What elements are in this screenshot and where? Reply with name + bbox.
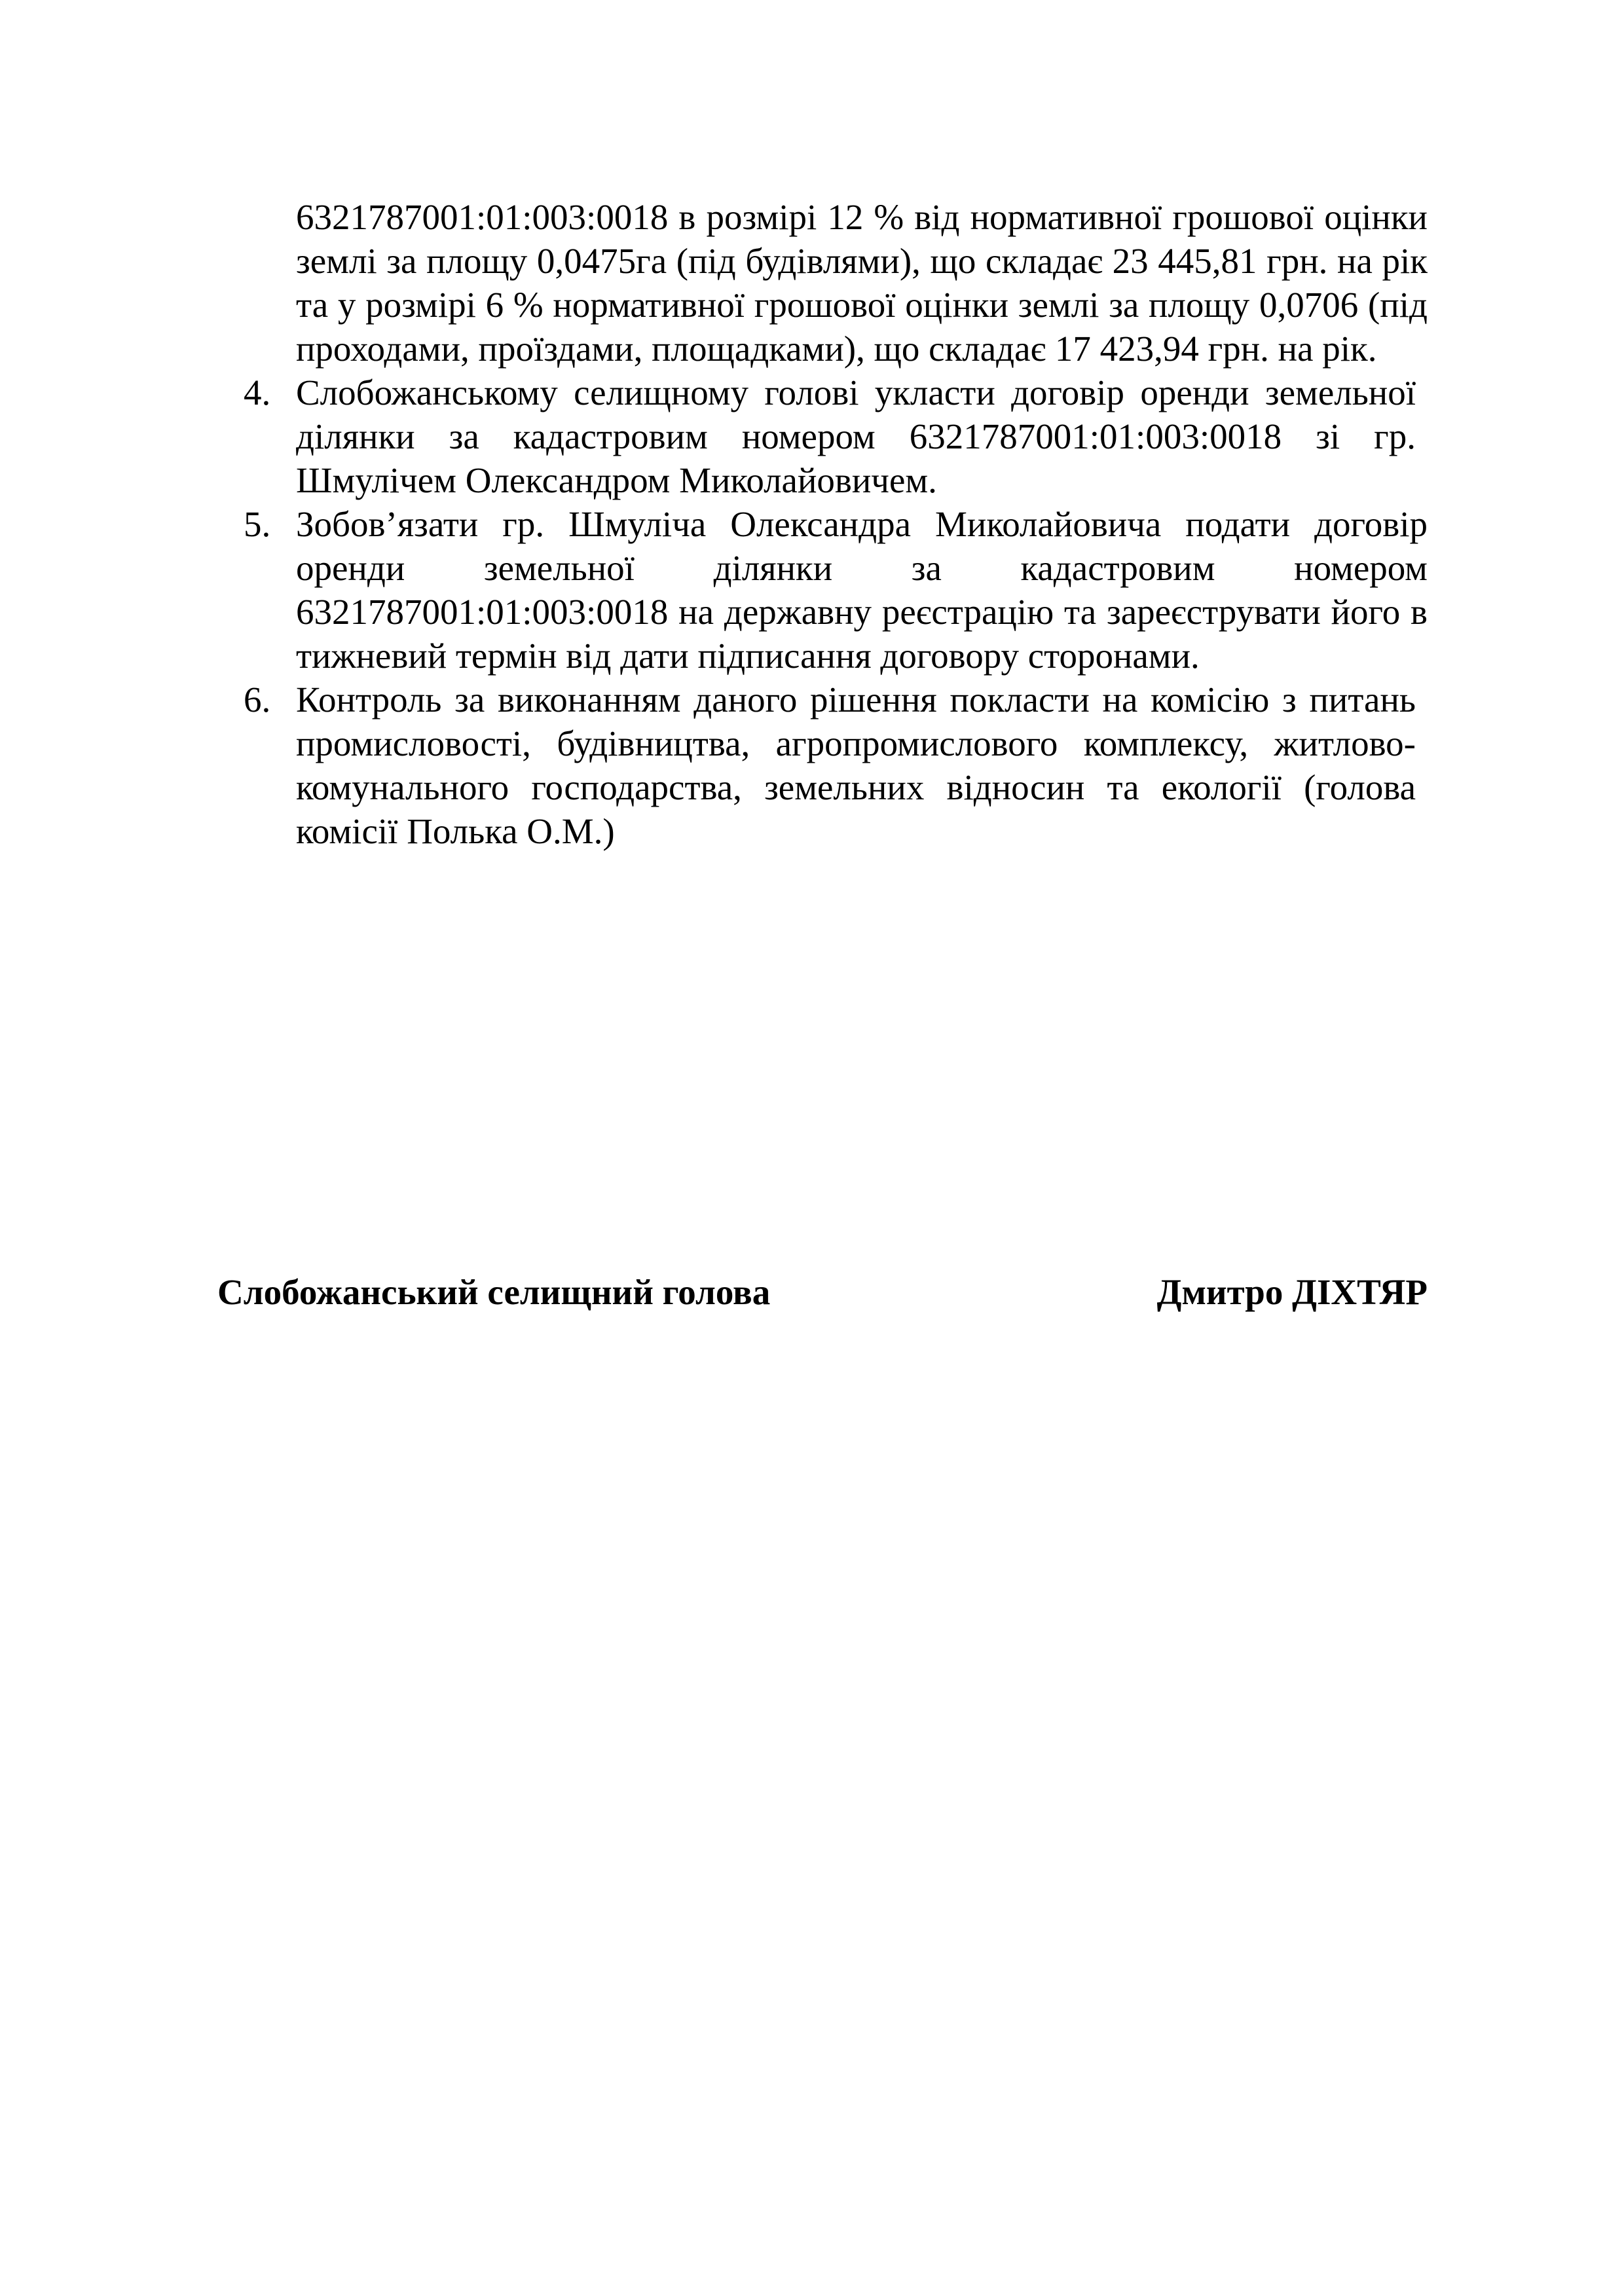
list-item-text: Зобов’язати гр. Шмуліча Олександра Миколайовича подати договір оренди земельної ділянки за кадастровим номером 6321787001:01:003:0018 на державну реєстрацію та зареєструвати його в тижневий термін від дати підписання договору сторонами. bbox=[296, 504, 1428, 676]
list-item-number: 6. bbox=[244, 680, 271, 720]
list-item-text: Контроль за виконанням даного рішення покласти на комісію з питань промисловості, будівництва, агропромислового комплексу, житлово-комунального господарства, земельних відносин та екології (голова комісії Полька О.М.) bbox=[296, 680, 1416, 851]
list-item-4 bbox=[244, 371, 1416, 502]
document-body bbox=[244, 195, 1428, 853]
list-item-text: Слобожанському селищному голові укласти договір оренди земельної ділянки за кадастровим номером 6321787001:01:003:0018 зі гр. Шмулічем Олександром Миколайовичем. bbox=[296, 373, 1416, 500]
list-item-6 bbox=[244, 678, 1416, 853]
signatory-position: Слобожанський селищний голова bbox=[217, 1272, 771, 1312]
list-item-number: 5. bbox=[244, 504, 271, 544]
list-item-5 bbox=[244, 502, 1428, 678]
signatory-name: Дмитро ДІХТЯР bbox=[1156, 1272, 1428, 1312]
paragraph-continuation: 6321787001:01:003:0018 в розмірі 12 % від нормативної грошової оцінки землі за площу 0,0475га (під будівлями), що складає 23 445,81 грн. на рік та у розмірі 6 % нормативної грошової оцінки землі за площу 0,0706 (під проходами, проїздами, площадками), що складає 17 423,94 грн. на рік. bbox=[296, 197, 1428, 369]
list-item-number: 4. bbox=[244, 373, 271, 412]
